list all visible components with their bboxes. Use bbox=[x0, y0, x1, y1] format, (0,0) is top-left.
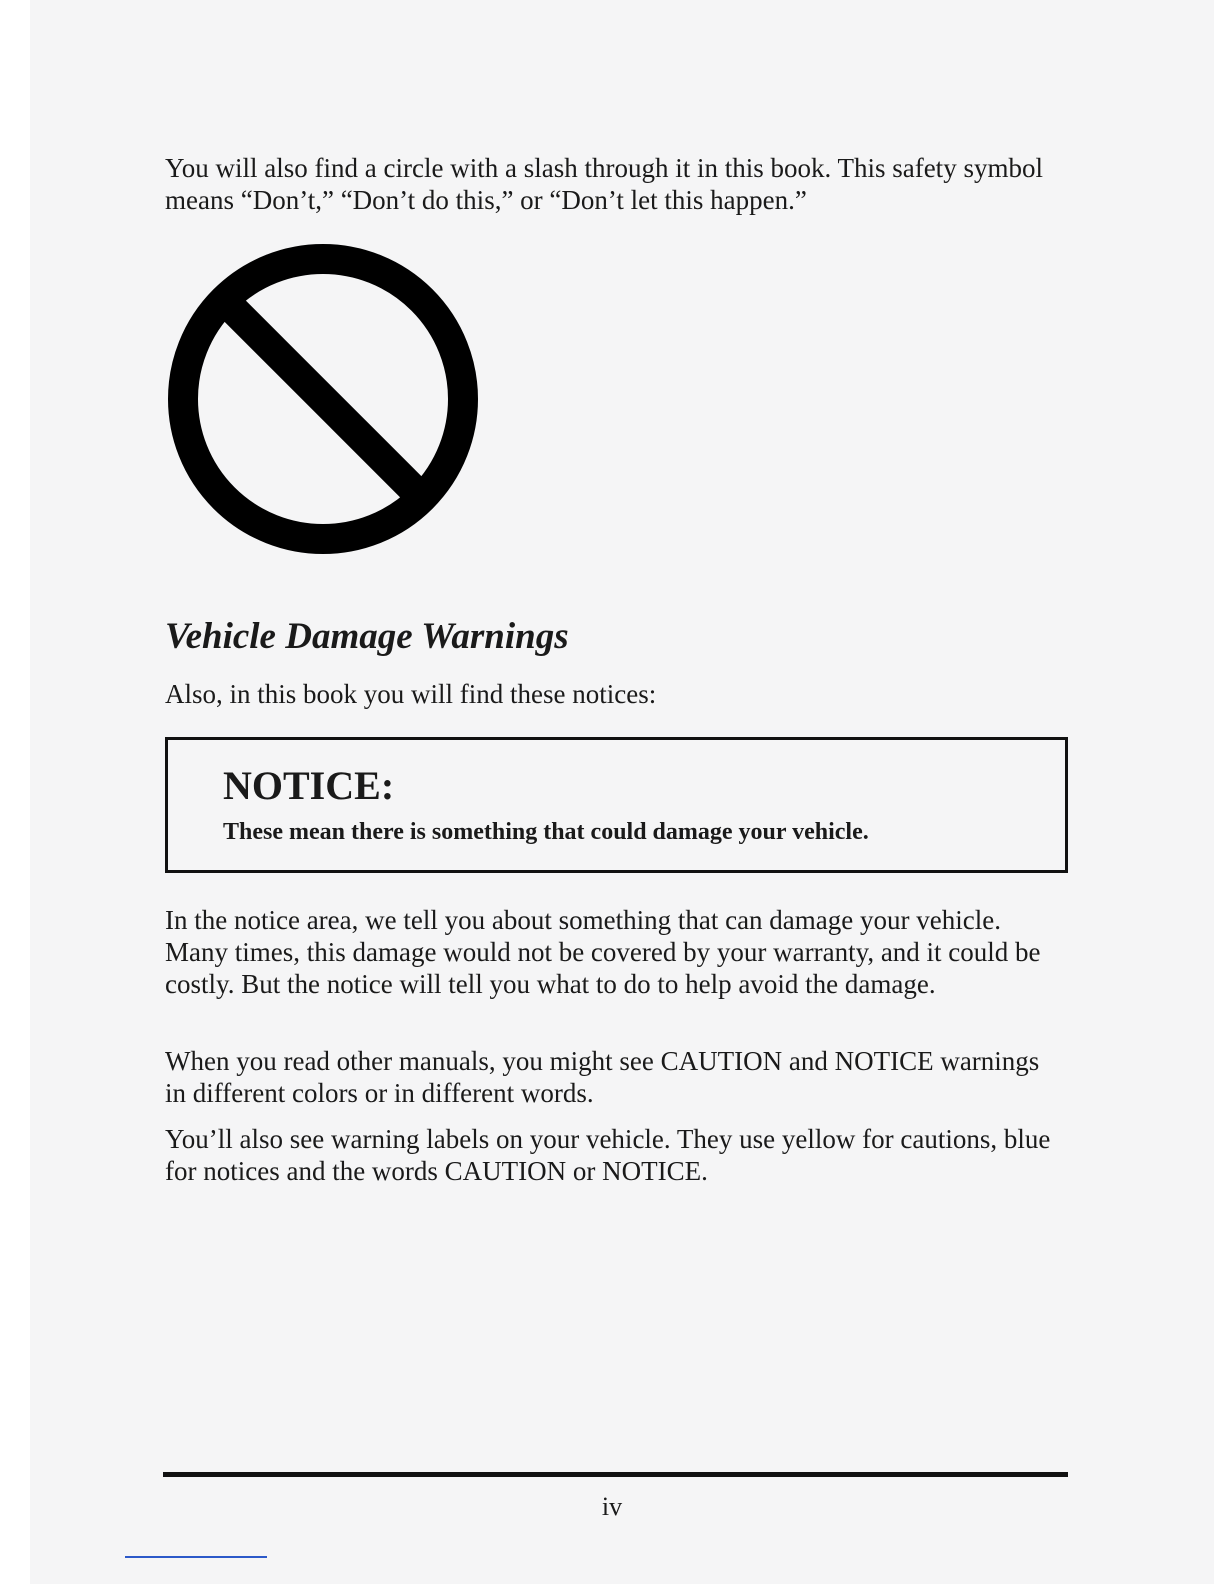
prohibition-icon bbox=[166, 242, 480, 556]
other-manuals-paragraph: When you read other manuals, you might see CAUTION and NOTICE warnings in different colors or in different words. bbox=[165, 1046, 1040, 1108]
notice-text: These mean there is something that could damage your vehicle. bbox=[223, 819, 869, 845]
intro-paragraph: You will also find a circle with a slash through it in this book. This safety symbol means “Don’t,” “Don’t do this,” or “Don’t let this happen.” bbox=[165, 153, 1043, 215]
footer-rule bbox=[163, 1472, 1068, 1477]
corner-mark bbox=[125, 1556, 267, 1558]
page-number: iv bbox=[601, 1492, 623, 1521]
warning-labels-paragraph: You’ll also see warning labels on your vehicle. They use yellow for cautions, blue for notices and the words CAUTION or NOTICE. bbox=[165, 1124, 1051, 1186]
notice-area-paragraph: In the notice area, we tell you about something that can damage your vehicle. Many times, this damage would not be covered by your warranty, and it could be costly. But the notice will tell you what to do to help avoid the damage. bbox=[165, 905, 1041, 999]
section-heading: Vehicle Damage Warnings bbox=[165, 616, 569, 657]
notice-box bbox=[165, 737, 1068, 873]
section-intro: Also, in this book you will find these notices: bbox=[165, 679, 657, 709]
notice-title: NOTICE: bbox=[223, 763, 395, 808]
